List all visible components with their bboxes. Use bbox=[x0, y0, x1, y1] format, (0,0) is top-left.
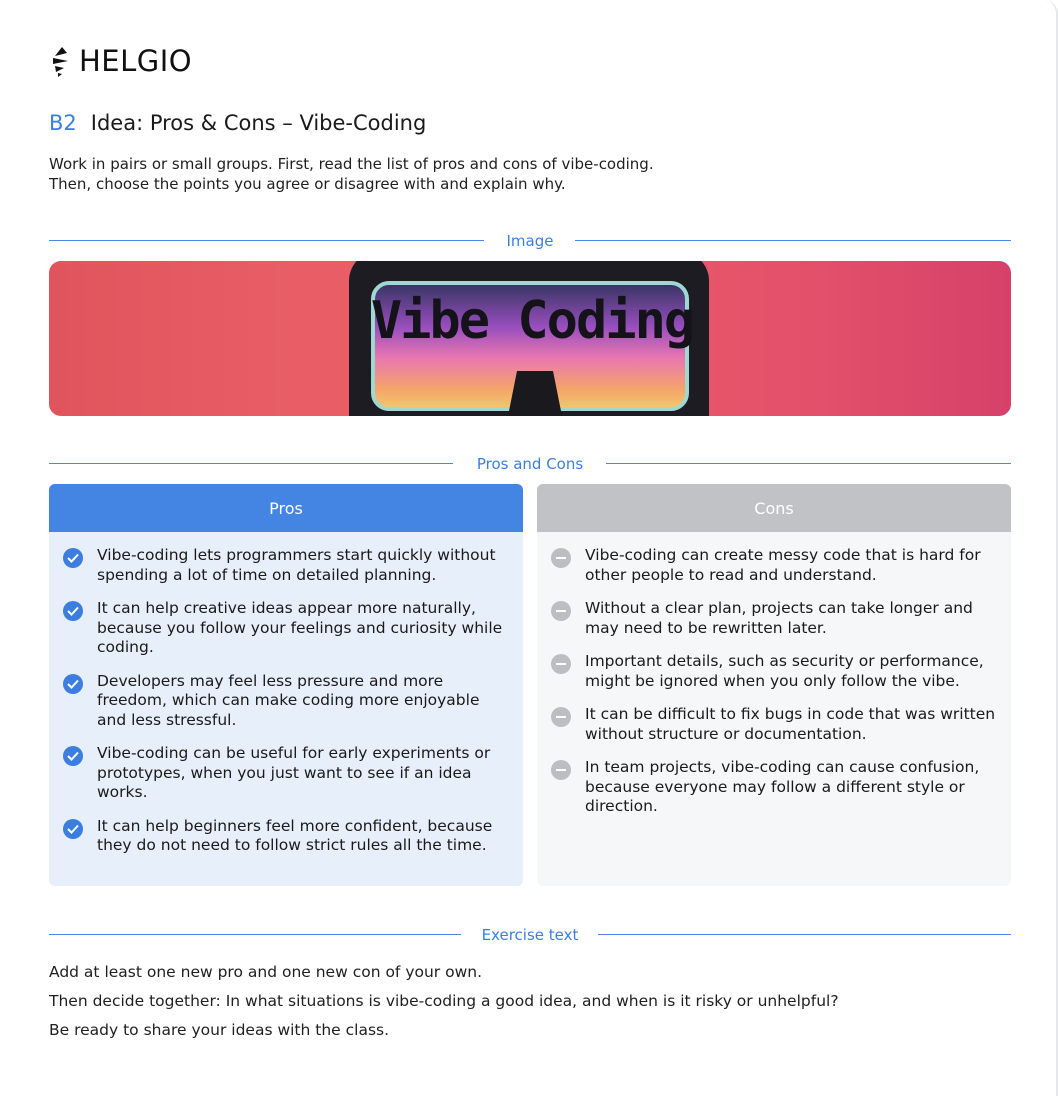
check-icon bbox=[63, 674, 83, 694]
exercise-line: Be ready to share your ideas with the class. bbox=[49, 1021, 390, 1039]
pros-column bbox=[49, 484, 523, 886]
check-icon bbox=[63, 601, 83, 621]
section-divider-image bbox=[49, 231, 1011, 251]
check-icon bbox=[63, 746, 83, 766]
exercise-line: Add at least one new pro and one new con of your own. bbox=[49, 963, 483, 981]
brand-name: HELGIO bbox=[79, 44, 193, 78]
minus-icon bbox=[551, 548, 571, 568]
level-code: B2 bbox=[49, 111, 77, 135]
cons-heading: Cons bbox=[537, 484, 1011, 532]
pros-item: Developers may feel less pressure and more freedom, which can make coding more enjoyable and less stressful. bbox=[63, 672, 509, 731]
pros-heading: Pros bbox=[49, 484, 523, 532]
section-label: Image bbox=[489, 232, 572, 250]
page-title bbox=[49, 111, 426, 135]
vibe-coding-image bbox=[49, 261, 1011, 416]
pros-item: It can help creative ideas appear more naturally, because you follow your feelings and curiosity while coding. bbox=[63, 599, 509, 658]
cons-item: Vibe-coding can create messy code that is hard for other people to read and understand. bbox=[551, 546, 997, 585]
headset-screen-text: Vibe Coding bbox=[370, 291, 694, 351]
instructions-line: Then, choose the points you agree or disagree with and explain why. bbox=[49, 175, 566, 193]
section-label: Pros and Cons bbox=[459, 455, 601, 473]
cons-item: It can be difficult to fix bugs in code that was written without structure or documentation. bbox=[551, 705, 997, 744]
cons-item: Important details, such as security or performance, might be ignored when you only follow the vibe. bbox=[551, 652, 997, 691]
section-divider-exercise bbox=[49, 925, 1011, 945]
pros-item: Vibe-coding can be useful for early experiments or prototypes, when you just want to see if an idea works. bbox=[63, 744, 509, 803]
pros-item: It can help beginners feel more confident, because they do not need to follow strict rules all the time. bbox=[63, 817, 509, 856]
pros-item: Vibe-coding lets programmers start quickly without spending a lot of time on detailed planning. bbox=[63, 546, 509, 585]
section-label: Exercise text bbox=[464, 926, 597, 944]
brand-logo bbox=[49, 44, 192, 78]
instructions bbox=[49, 154, 654, 194]
section-divider-pros-cons bbox=[49, 454, 1011, 474]
exercise-text bbox=[49, 958, 839, 1045]
cons-column bbox=[537, 484, 1011, 886]
title-text: Idea: Pros & Cons – Vibe-Coding bbox=[90, 111, 427, 135]
minus-icon bbox=[551, 654, 571, 674]
exercise-line: Then decide together: In what situations is vibe-coding a good idea, and when is it risky or unhelpful? bbox=[49, 992, 839, 1010]
check-icon bbox=[63, 548, 83, 568]
minus-icon bbox=[551, 760, 571, 780]
check-icon bbox=[63, 819, 83, 839]
helgio-logo-icon bbox=[49, 44, 71, 78]
minus-icon bbox=[551, 601, 571, 621]
cons-item: Without a clear plan, projects can take longer and may need to be rewritten later. bbox=[551, 599, 997, 638]
minus-icon bbox=[551, 707, 571, 727]
instructions-line: Work in pairs or small groups. First, read the list of pros and cons of vibe-coding. bbox=[49, 155, 654, 173]
cons-item: In team projects, vibe-coding can cause confusion, because everyone may follow a different style or direction. bbox=[551, 758, 997, 817]
